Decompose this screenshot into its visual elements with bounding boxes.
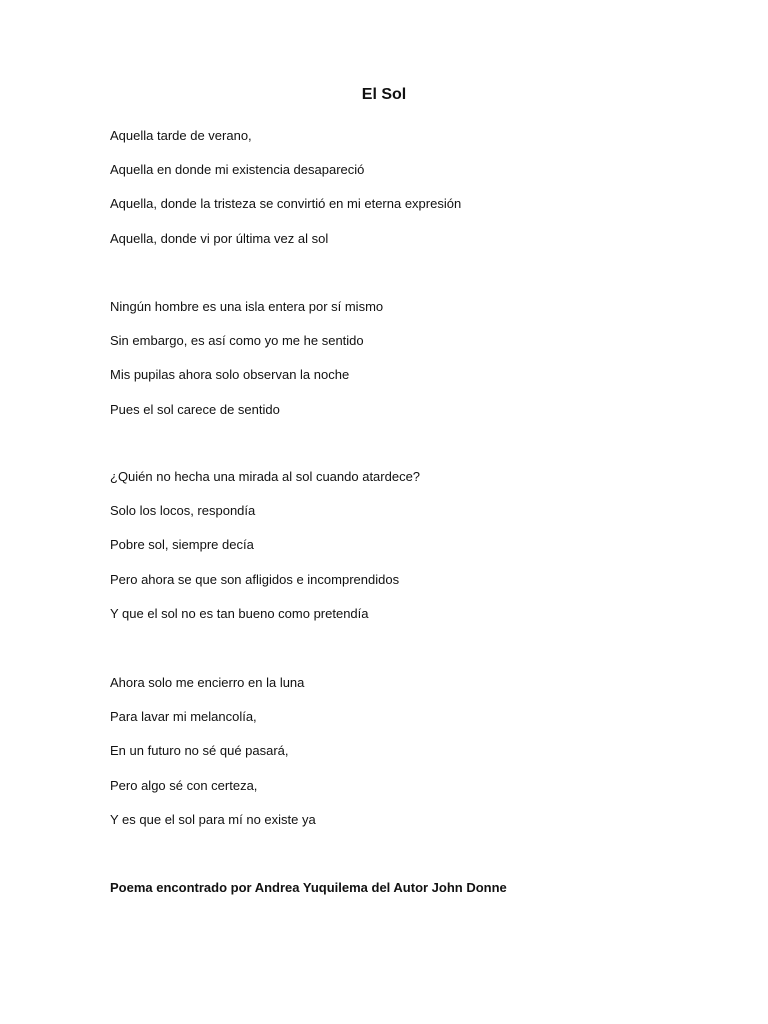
stanza-1 — [110, 128, 461, 265]
poem-line: Aquella tarde de verano, — [110, 128, 252, 143]
poem-line: ¿Quién no hecha una mirada al sol cuando atardece? — [110, 469, 421, 484]
stanza-4 — [110, 675, 316, 846]
poem-line: Solo los locos, respondía — [110, 503, 256, 519]
poem-line: Mis pupilas ahora solo observan la noche — [110, 367, 350, 383]
stanza-3 — [110, 469, 420, 640]
poem-line: Pues el sol carece de sentido — [110, 401, 280, 417]
poem-line: Y que el sol no es tan bueno como pretendía — [110, 605, 369, 621]
poem-line: Ningún hombre es una isla entera por sí mismo — [110, 299, 384, 314]
poem-line: Aquella, donde vi por última vez al sol — [110, 230, 329, 246]
poem-line: Aquella, donde la tristeza se convirtió en mi eterna expresión — [110, 196, 462, 212]
poem-line: Pero algo sé con certeza, — [110, 777, 258, 793]
poem-line: En un futuro no sé qué pasará, — [110, 743, 289, 759]
poem-line: Aquella en donde mi existencia desapareció — [110, 162, 365, 178]
poem-line: Ahora solo me encierro en la luna — [110, 675, 305, 690]
poem-line: Sin embargo, es así como yo me he sentido — [110, 333, 364, 349]
poem-line: Y es que el sol para mí no existe ya — [110, 811, 316, 827]
poem-line: Para lavar mi melancolía, — [110, 709, 257, 725]
poem-title: El Sol — [361, 86, 407, 103]
poem-line: Pero ahora se que son afligidos e incomprendidos — [110, 571, 400, 587]
poem-line: Pobre sol, siempre decía — [110, 537, 254, 553]
poem-credit: Poema encontrado por Andrea Yuquilema del Autor John Donne — [110, 880, 507, 895]
stanza-2 — [110, 299, 383, 436]
